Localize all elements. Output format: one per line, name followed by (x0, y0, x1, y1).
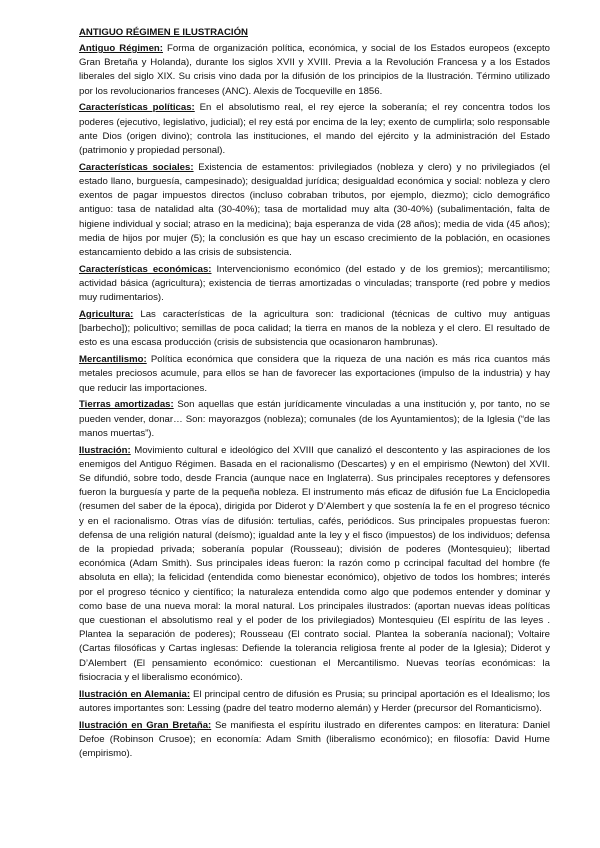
text-ilustracion: Movimiento cultural e ideológico del XVIII que canalizó el descontento y las aspiraciones de los enemigos del Antiguo Régimen. Basada en el racionalismo (Descartes) y en el empirismo (Newton) del XVII. Se difundió, sobre todo, desde Francia (aunque nace en Inglaterra). Sus principales receptores y defensores fueron la burguesía y parte de la pequeña nobleza. El instrumento más eficaz de difusión fue La Enciclopedia (resumen del saber de la época), dirigida por Diderot y D’Alembert y que sostenía la fe en el progreso técnico y en el racionalismo. Otras vías de difusión: tertulias, cafés, periódicos. Sus principales propuestas fueron: defensa de una religión natural (deísmo); igualdad ante la ley y el fisco (impuestos) de los individuos; defensa de la propiedad privada; soberanía popular (Rousseau); división de poderes (Montesquieu); libertad económica (Adam Smith). Sus principales ideas fueron: la razón como p ccrincipal facultad del hombre (fe absoluta en ella); la felicidad (entendida como bienestar económico), objetivo de todos los hombres; interés por el progreso técnico y científico; la naturaleza entendida como algo que podemos entender y dominar y como base de una nueva moral: la moral natural. Los principales ilustrados: (aportan nuevas ideas políticas que cuestionan el absolutismo real y el poder de los privilegiados) Montesquieu (El espíritu de las leyes . Plantea la separación de poderes); Rousseau (El contrato social. Plantea la soberanía nacional); Voltaire (Cartas filosóficas y Cartas inglesas: Defiende la tolerancia religiosa frente al poder de la Iglesia); Diderot y D’Alembert (El pensamiento económico: cuestionan el Mercantilismo. Nuevas teorías económicas: la fisiocracia y el liberalismo económico). (79, 444, 550, 683)
paragraph-caracteristicas-politicas (79, 101, 550, 158)
term-tierras-amortizadas: Tierras amortizadas: (79, 399, 174, 411)
paragraph-caracteristicas-economicas (79, 263, 550, 306)
document-title: ANTIGUO RÉGIMEN E ILUSTRACIÓN (79, 27, 248, 38)
text-mercantilismo: Política económica que considera que la riqueza de una nación es más rica cuantos más metales preciosos acumule, para ellos se han de favorecer las exportaciones (impulso de la industria) y hay que reducir las importaciones. (79, 354, 550, 394)
text-antiguo-regimen: Forma de organización política, económica, y social de los Estados europeos (excepto Gran Bretaña y Holanda), durante los siglos XVII y XVIII. Previa a la Revolución Francesa y a los Estados liberales del siglo XIX. Su crisis vino dada por la difusión de los principios de la Ilustración. Término utilizado por los revolucionarios franceses (ANC). Alexis de Tocqueville en 1856. (79, 43, 551, 97)
paragraph-ilustracion-alemania (79, 688, 550, 716)
paragraph-agricultura (79, 308, 550, 351)
term-caracteristicas-economicas: Características económicas: (79, 263, 212, 275)
text-caracteristicas-sociales: Existencia de estamentos: privilegiados (nobleza y clero) y no privilegiados (el estado llano, burguesía, campesinado); desigualdad jurídica; desigualdad económica y social: nobleza y clero exentos de pagar impuestos directos (incluso cobraban tributos, por ejemplo, diezmo); ciclo demográfico antiguo: tasa de natalidad alta (30-40%); tasa de mortalidad muy alta (30-40%) (subalimentación, falta de higiene individual y social; atraso en la medicina); baja esperanza de vida (28 años); media de vida (45 años); media de hijos por mujer (5); la conclusión es que hay un escaso crecimiento de la población, en ocasiones estancamiento debido a las crisis de subsistencia. (79, 161, 550, 259)
term-ilustracion-gran-bretana: Ilustración en Gran Bretaña: (79, 719, 212, 731)
text-caracteristicas-economicas: Intervencionismo económico (del estado y de los gremios); mercantilismo; actividad básica (agricultura); existencia de tierras amortizadas o vinculadas; transporte (red pobre y medios muy rudimentarios). (79, 263, 550, 304)
paragraph-mercantilismo (79, 353, 550, 396)
text-ilustracion-alemania: El principal centro de difusión es Prusia; su principal aportación es el Idealismo; los autores importantes son: Lessing (padre del teatro moderno alemán) y Herder (precursor del Romanticismo). (79, 688, 550, 714)
paragraph-caracteristicas-sociales (79, 161, 550, 260)
term-agricultura: Agricultura: (79, 309, 134, 321)
term-ilustracion-alemania: Ilustración en Alemania: (79, 688, 191, 700)
text-caracteristicas-politicas: En el absolutismo real, el rey ejerce la soberanía; el rey concentra todos los poderes (ejecutivo, legislativo, judicial); el rey está por encima de la ley; exento de cumplirla; solo responsable ante Dios (origen divino); controla las instituciones, el mando del ejército y la administración del Estado (patrimonio y propiedad personal). (79, 102, 550, 157)
text-ilustracion-gran-bretana: Se manifiesta el espíritu ilustrado en diferentes campos: en literatura: Daniel Defoe (Robinson Crusoe); en economía: Adam Smith (liberalismo económico); en filosofía: David Hume (empirismo). (79, 719, 550, 760)
text-tierras-amortizadas: Son aquellas que están jurídicamente vinculadas a una institución y, por tanto, no se pueden vender, donar… Son: mayorazgos (nobleza); comunales (de los Ayuntamientos); de la Iglesia (“de las manos muertas”). (79, 399, 551, 439)
term-mercantilismo: Mercantilismo: (79, 354, 147, 366)
text-agricultura: Las características de la agricultura son: tradicional (técnicas de cultivo muy antiguas [barbecho]); policultivo; semillas de poca calidad; la tierra en manos de la nobleza y el clero. El resultado de esto es una escasa producción (crisis de subsistencia que ocasionaron hambrunas). (79, 309, 550, 349)
paragraph-ilustracion-gran-bretana (79, 719, 550, 762)
paragraph-tierras-amortizadas (79, 398, 550, 441)
paragraph-antiguo-regimen (79, 42, 550, 99)
paragraph-ilustracion (79, 444, 550, 685)
term-antiguo-regimen: Antiguo Régimen: (79, 43, 163, 54)
term-ilustracion: Ilustración: (79, 444, 131, 456)
term-caracteristicas-politicas: Características políticas: (79, 102, 195, 114)
term-caracteristicas-sociales: Características sociales: (79, 161, 194, 173)
